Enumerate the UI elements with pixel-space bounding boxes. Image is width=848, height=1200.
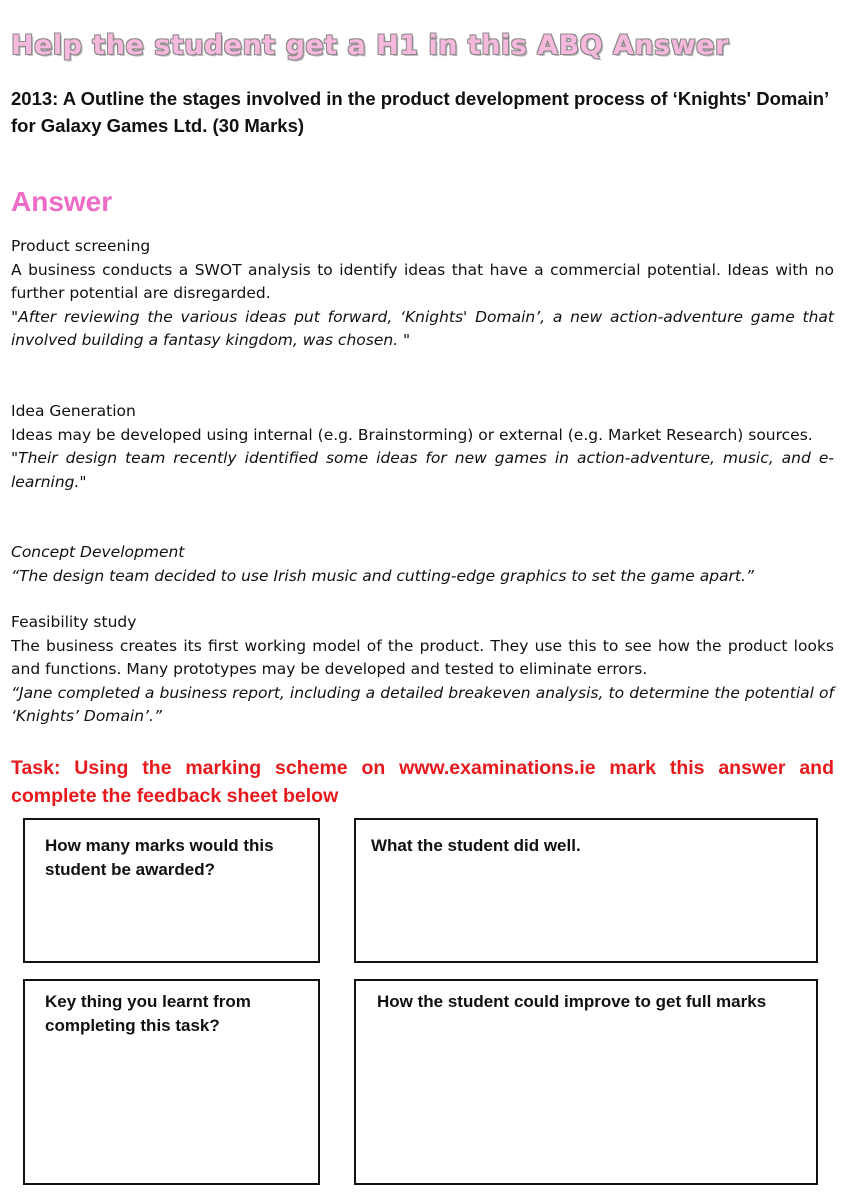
feedback-box-label: How the student could improve to get full marks [377, 992, 767, 1011]
task-instruction: Task: Using the marking scheme on www.examinations.ie mark this answer and complete the feedback sheet below [11, 757, 834, 807]
feedback-box-did-well[interactable] [354, 818, 818, 963]
section-feasibility-study [11, 611, 834, 729]
section-body: A business conducts a SWOT analysis to identify ideas that have a commercial potential. Ideas with no further potential are disregarded. [11, 260, 834, 302]
section-body: The business creates its first working model of the product. They use this to see how the product looks and functions. Many prototypes may be developed and tested to eliminate errors. [11, 636, 834, 678]
section-quote: “Jane completed a business report, including a detailed breakeven analysis, to determine the potential of ‘Knights’ Domain’.” [11, 683, 834, 725]
section-quote: “The design team decided to use Irish music and cutting-edge graphics to set the game apart.” [11, 566, 754, 585]
section-concept-development [11, 541, 834, 588]
section-heading: Product screening [11, 237, 151, 255]
answer-heading: Answer [11, 186, 113, 217]
section-idea-generation [11, 400, 834, 494]
section-heading: Feasibility study [11, 613, 137, 631]
section-quote: "Their design team recently identified some ideas for new games in action-adventure, music, and e-learning." [11, 449, 834, 491]
section-quote: "After reviewing the various ideas put forward, ‘Knights' Domain’, a new action-adventure game that involved building a fantasy kingdom, was chosen. " [11, 307, 834, 349]
section-product-screening [11, 235, 834, 353]
feedback-box-marks[interactable] [23, 818, 320, 963]
section-heading: Concept Development [11, 543, 185, 561]
worksheet-title: Help the student get a H1 in this ABQ Answer [11, 30, 729, 61]
feedback-box-label: How many marks would this student be awarded? [45, 836, 274, 879]
section-heading: Idea Generation [11, 402, 136, 420]
feedback-box-label: What the student did well. [371, 836, 581, 855]
section-body: Ideas may be developed using internal (e.g. Brainstorming) or external (e.g. Market Research) sources. [11, 425, 813, 444]
feedback-box-label: Key thing you learnt from completing this task? [45, 992, 251, 1035]
question-text: 2013: A Outline the stages involved in the product development process of ‘Knights' Domain’ for Galaxy Games Ltd. (30 Marks) [11, 88, 829, 136]
feedback-box-improve[interactable] [354, 979, 818, 1185]
feedback-box-key-learning[interactable] [23, 979, 320, 1185]
